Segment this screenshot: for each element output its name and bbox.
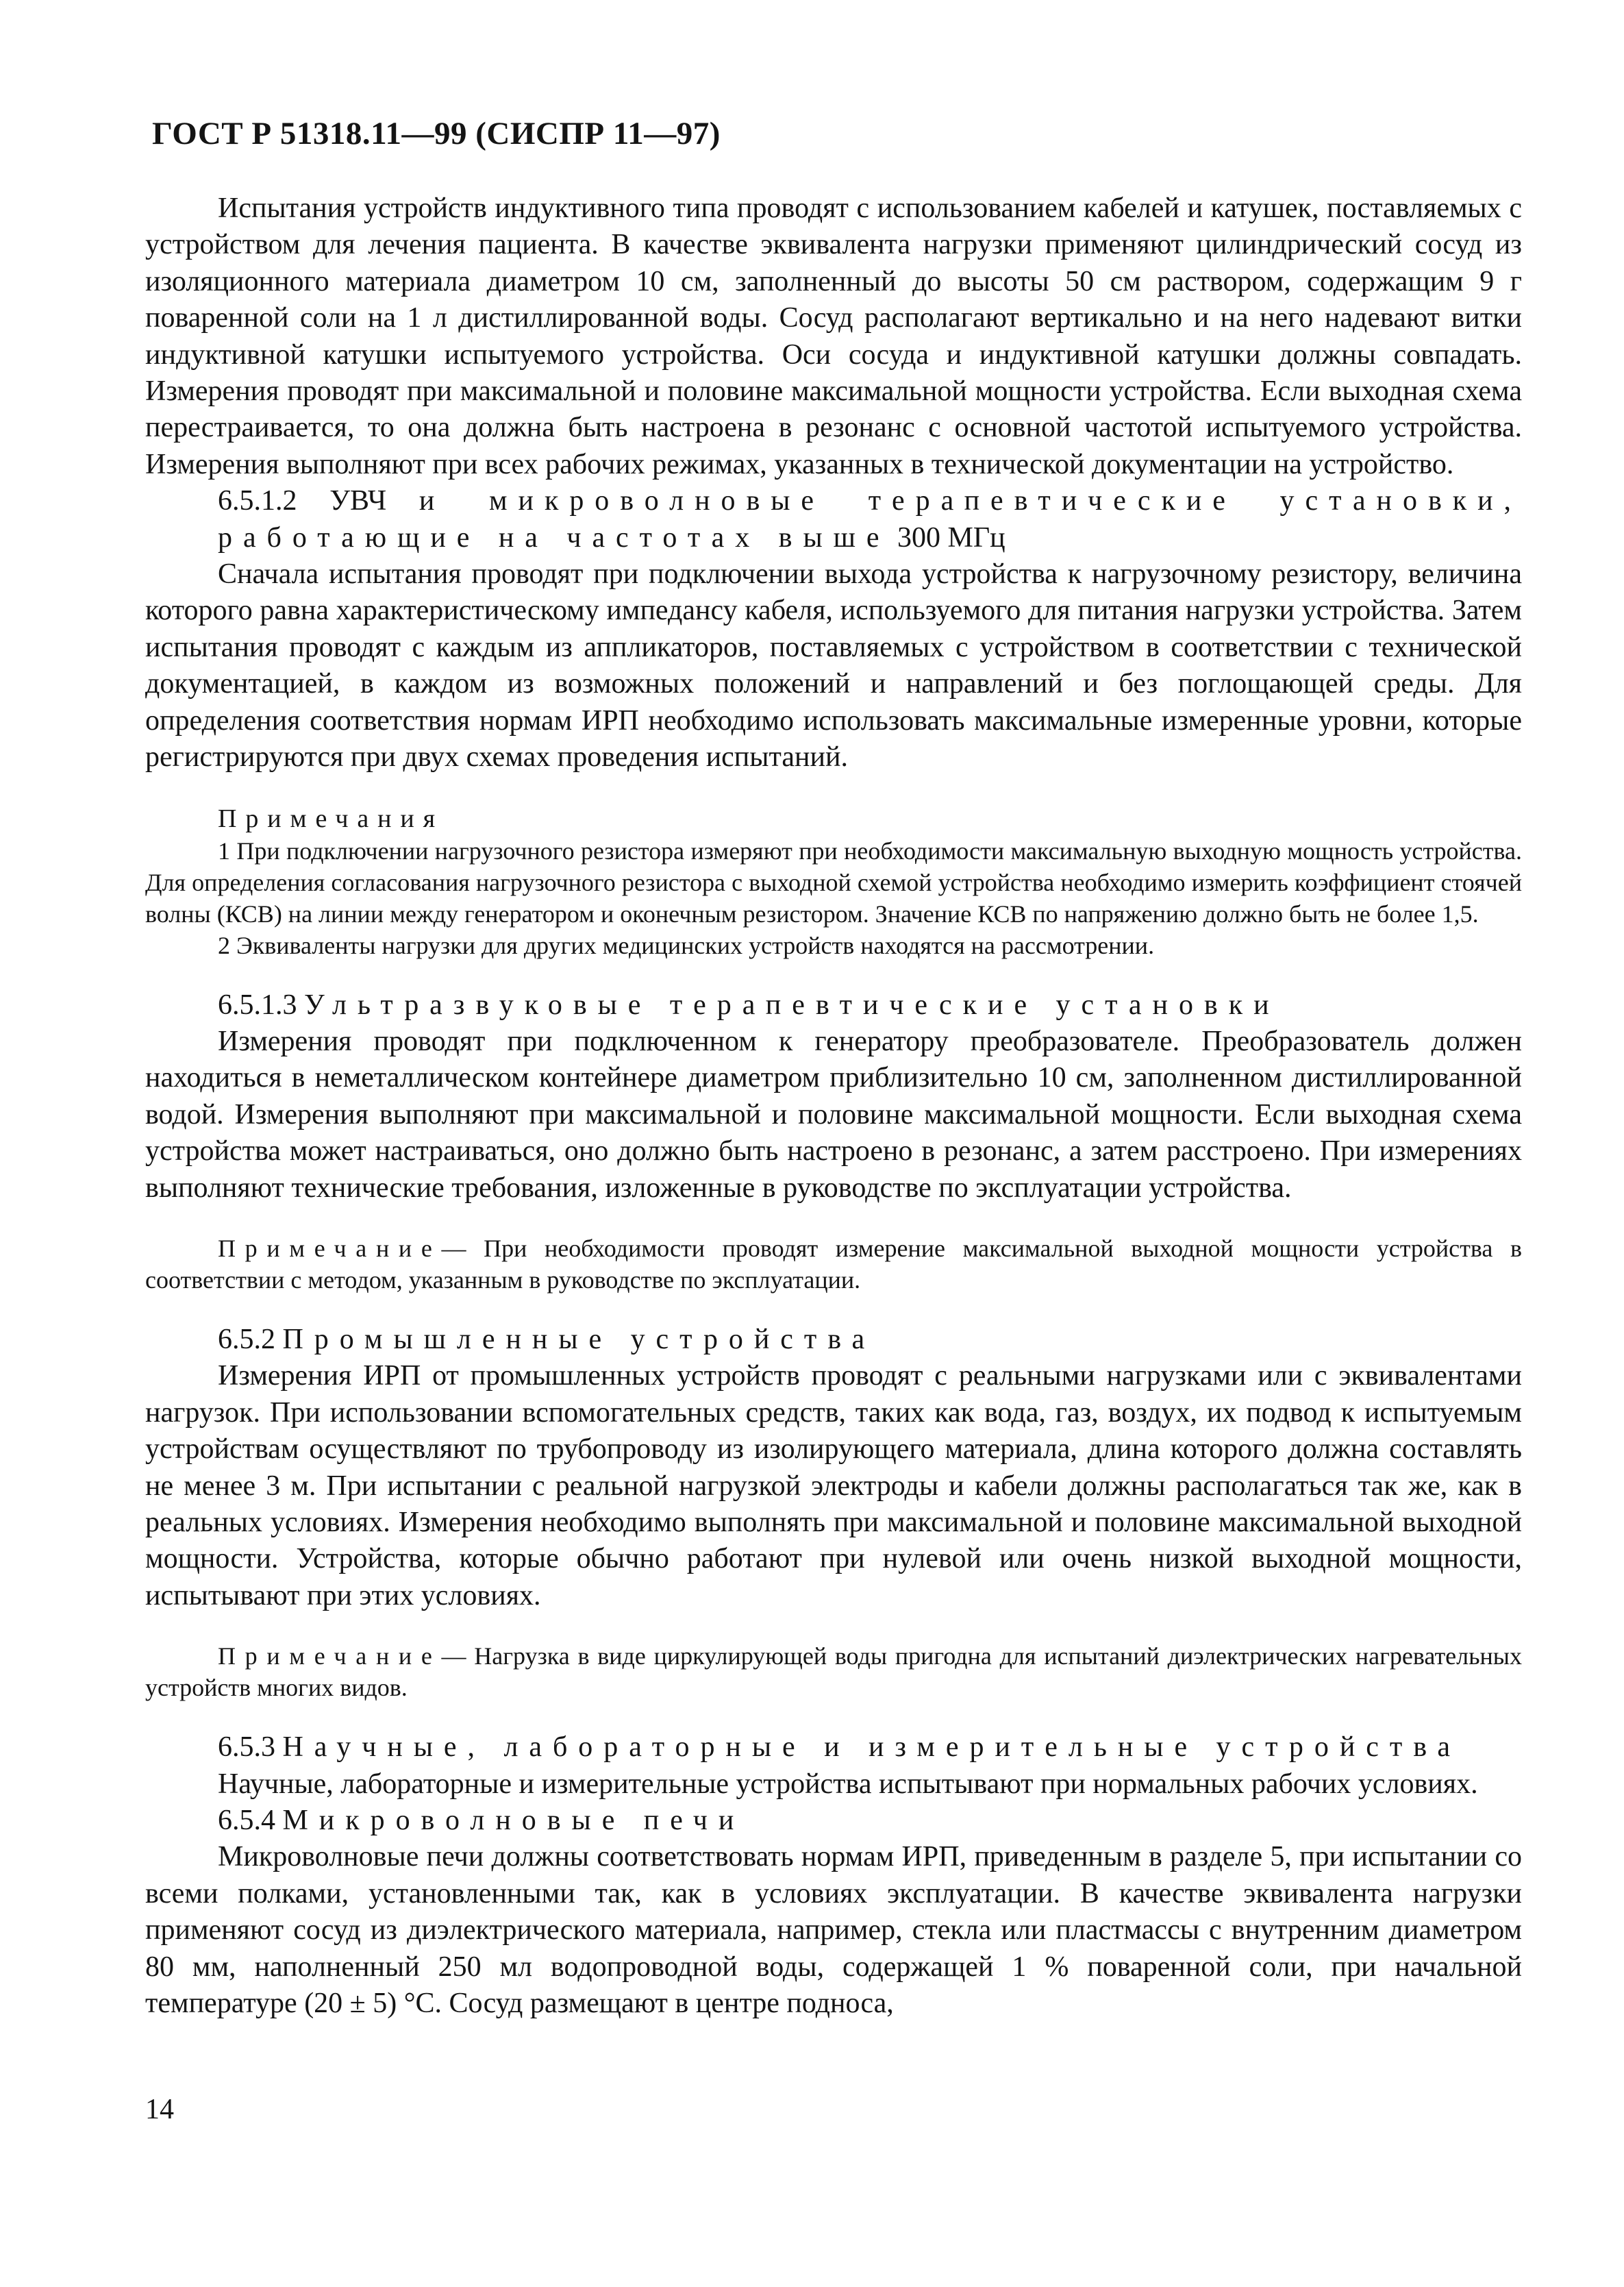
section-title: Научные, лабораторные и измерительные устройства [282, 1731, 1462, 1764]
section-heading-6-5-1-2 [145, 483, 1522, 556]
paragraph-industrial: Измерения ИРП от промышленных устройств проводят с реальными нагрузками или с эквивалентами нагрузок. При использовании вспомогательных средств, таких как вода, газ, воздух, их подвод к испытуемым устройствам осуществляют по трубопроводу из изолирующего материала, длина которого должна составлять не менее 3 м. При испытании с реальной нагрузкой электроды и кабели должны располагаться так же, как в реальных условиях. Измерения необходимо выполнять при максимальной и половине максимальной выходной мощности. Устройства, которые обычно работают при нулевой или очень низкой выходной мощности, испытывают при этих условиях. [145, 1360, 1522, 1611]
section-title: Микроволновые печи [282, 1805, 745, 1836]
section-title: Ультразвуковые терапевтические установки [304, 989, 1280, 1021]
note-text: — Нагрузка в виде циркулирующей воды пригодна для испытаний диэлектрических нагревательных устройств многих видов. [145, 1642, 1522, 1702]
note-item-1: 1 При подключении нагрузочного резистора измеряют при необходимости максимальную выходную мощность устройства. Для определения согласования нагрузочного резистора с выходной схемой устройства необходимо измерить коэффициент стоячей волны (КСВ) на линии между генератором и оконечным резистором. Значение КСВ по напряжению должно быть не более 1,5. [145, 837, 1522, 928]
section-number: 6.5.3 [218, 1731, 275, 1764]
note-ultrasound [145, 1233, 1522, 1296]
note-label: Примечание [218, 1642, 442, 1670]
note-label: Примечание [218, 1234, 442, 1262]
section-title: Промышленные устройства [282, 1323, 876, 1355]
document-header: ГОСТ Р 51318.11—99 (СИСПР 11—97) [152, 116, 721, 151]
section-title: и микроволновые терапевтические установки, работающие на частотах выше [218, 485, 1522, 554]
section-title-suffix: 300 МГц [897, 521, 1005, 554]
section-number: 6.5.2 [218, 1323, 275, 1355]
note-text: — При необходимости проводят измерение максимальной выходной мощности устройства в соответствии с методом, указанным в руководстве по эксплуатации. [145, 1234, 1522, 1294]
note-industrial [145, 1640, 1522, 1703]
section-heading-6-5-4 [145, 1803, 1522, 1839]
section-number: 6.5.4 [218, 1805, 275, 1836]
paragraph-inductive-devices: Испытания устройств индуктивного типа проводят с использованием кабелей и катушек, поставляемых с устройством для лечения пациента. В качестве эквивалента нагрузки применяют цилиндрический сосуд из изоляционного материала диаметром 10 см, заполненный до высоты 50 см раствором, содержащим 9 г поваренной соли на 1 л дистиллированной воды. Сосуд располагают вертикально и на него надевают витки индуктивной катушки испытуемого устройства. Оси сосуда и индуктивной катушки должны совпадать. Измерения проводят при максимальной и половине максимальной мощности устройства. Если выходная схема перестраивается, то она должна быть настроена в резонанс с основной частотой испытуемого устройства. Измерения выполняют при всех рабочих режимах, указанных в технической документации на устройство. [145, 193, 1522, 480]
section-number: 6.5.1.2 УВЧ [218, 485, 387, 517]
paragraph-uhf-testing: Сначала испытания проводят при подключении выхода устройства к нагрузочному резистору, величина которого равна характеристическому импедансу кабеля, используемого для питания нагрузки устройства. Затем испытания проводят с каждым из аппликаторов, поставляемых с устройством в соответствии с технической документацией, в каждом из возможных положений и направлений и без поглощающей среды. Для определения соответствия нормам ИРП необходимо использовать максимальные измеренные уровни, которые регистрируются при двух схемах проведения испытаний. [145, 558, 1522, 774]
section-number: 6.5.1.3 [218, 989, 297, 1021]
paragraph-microwave-ovens: Микроволновые печи должны соответствовать нормам ИРП, приведенным в разделе 5, при испытании со всеми полками, установленными так, как в условиях эксплуатации. В качестве эквивалента нагрузки применяют сосуд из диэлектрического материала, например, стекла или пластмассы с внутренним диаметром 80 мм, наполненный 250 мл водопроводной воды, содержащей 1 % поваренной соли, при начальной температуре (20 ± 5) °С. Сосуд размещают в центре подноса, [145, 1841, 1522, 2020]
section-heading-6-5-2 [145, 1322, 1522, 1358]
section-heading-6-5-3 [145, 1729, 1522, 1766]
document-body [145, 190, 1522, 2022]
note-item-2: 2 Эквиваленты нагрузки для других медицинских устройств находятся на рассмотрении. [218, 931, 1155, 959]
paragraph-ultrasound: Измерения проводят при подключенном к генератору преобразователе. Преобразователь должен находиться в неметаллическом контейнере диаметром приблизительно 10 см, заполненном дистиллированной водой. Измерения выполняют при максимальной и половине максимальной мощности. Если выходная схема устройства может настраиваться, оно должно быть настроено в резонанс, а затем расстроено. При измерениях выполняют технические требования, изложенные в руководстве по эксплуатации устройства. [145, 1025, 1522, 1204]
page-number: 14 [145, 2094, 174, 2125]
paragraph-scientific: Научные, лабораторные и измерительные устройства испытывают при нормальных рабочих условиях. [218, 1768, 1478, 1800]
notes-heading: Примечания [218, 804, 445, 833]
section-heading-6-5-1-3 [145, 987, 1522, 1024]
